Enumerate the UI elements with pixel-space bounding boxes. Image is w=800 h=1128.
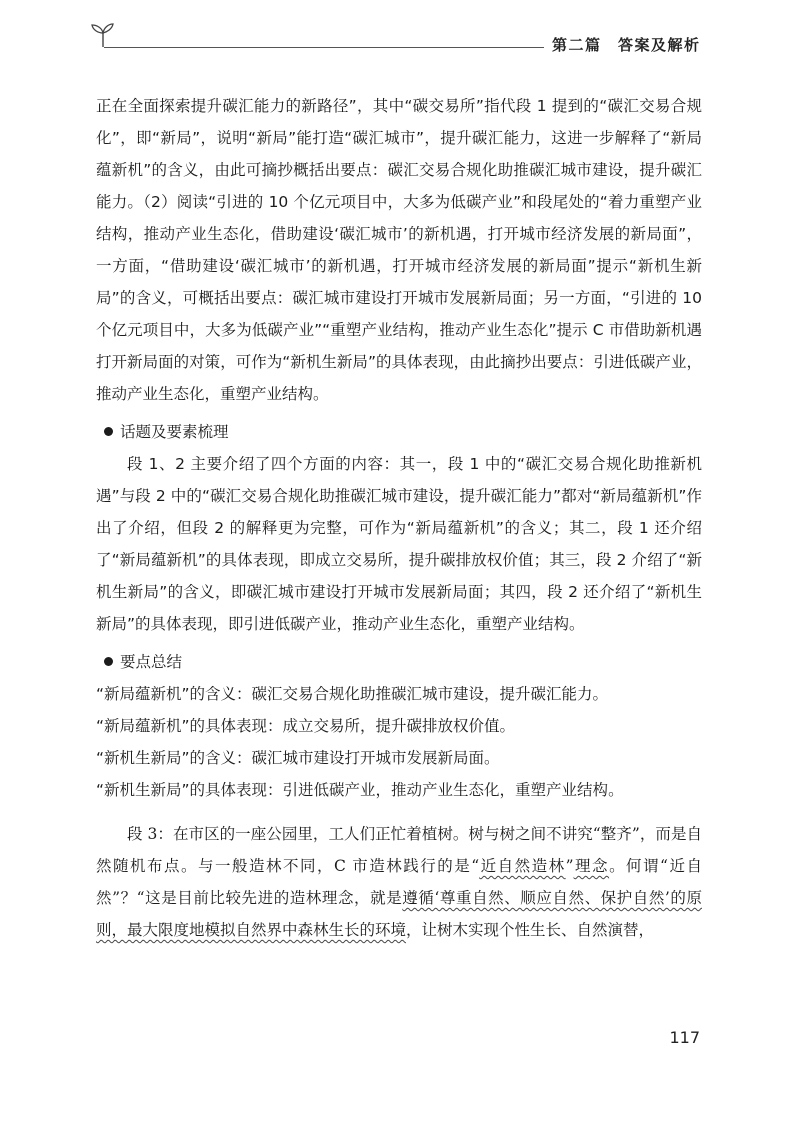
summary-line: “新机生新局”的含义：碳汇城市建设打开城市发展新局面。 xyxy=(96,749,500,767)
page-header xyxy=(0,0,800,70)
underlined-phrase: 近自然造林 xyxy=(479,857,566,875)
header-rule xyxy=(104,47,544,48)
sprout-icon xyxy=(88,20,118,50)
topic-heading xyxy=(104,416,702,448)
passage-text: ，让树木实现个性生长、自然演替， xyxy=(406,921,655,939)
section-title: 第二篇 答案及解析 xyxy=(552,36,701,54)
bullet-icon xyxy=(104,427,113,436)
passage-text: ” xyxy=(565,857,574,875)
bullet-icon xyxy=(104,657,113,666)
passage-text: 。何谓“近自然”？“这是目前比较先进的造林理念，就是 xyxy=(96,857,702,907)
summary-line: “新局蕴新机”的具体表现：成立交易所，提升碳排放权价值。 xyxy=(96,717,516,735)
topic-heading-text: 话题及要素梳理 xyxy=(120,423,229,441)
summary-heading xyxy=(104,646,702,678)
summary-line: “新机生新局”的具体表现：引进低碳产业，推动产业生态化，重塑产业结构。 xyxy=(96,781,624,799)
summary-heading-text: 要点总结 xyxy=(120,653,183,671)
underlined-phrase: 理念 xyxy=(573,857,610,875)
passage-text: 段 3：在市区的一座公园里，工人们正忙着植树。树与树之间不讲究“整齐”，而是自然随机布点。与一般造林不同，C 市造林践行的是“ xyxy=(96,825,702,875)
passage-3 xyxy=(96,818,702,946)
summary-line: “新局蕴新机”的含义：碳汇交易合规化助推碳汇城市建设，提升碳汇能力。 xyxy=(96,685,609,703)
underlined-phrase: 遵循‘尊重自然、顺应自然、保护自然’的原则，最大限度地模拟自然界中森林生长的环境 xyxy=(96,889,702,939)
page-content xyxy=(96,90,702,946)
analysis-paragraph: 正在全面探索提升碳汇能力的新路径”，其中“碳交易所”指代段 1 提到的“碳汇交易合规化”，即“新局”，说明“新局”能打造“碳汇城市”，提升碳汇能力，这进一步解释了“新局蕴新机”的含义，由此可摘抄概括出要点：碳汇交易合规化助推碳汇城市建设，提升碳汇能力。（2）阅读“引进的 10 个亿元项目中，大多为低碳产业”和段尾处的“着力重塑产业结构，推动产业生态化，借助建设‘碳汇城市’的新机遇，打开城市经济发展的新局面”，一方面，“借助建设‘碳汇城市’的新机遇，打开城市经济发展的新局面”提示“新机生新局”的含义，可概括出要点：碳汇城市建设打开城市发展新局面；另一方面，“引进的 10 个亿元项目中，大多为低碳产业”“重塑产业结构，推动产业生态化”提示 C 市借助新机遇打开新局面的对策，可作为“新机生新局”的具体表现，由此摘抄出要点：引进低碳产业，推动产业生态化，重塑产业结构。 xyxy=(96,97,702,403)
page-number: 117 xyxy=(669,1028,700,1047)
topic-paragraph: 段 1、2 主要介绍了四个方面的内容：其一，段 1 中的“碳汇交易合规化助推新机遇”与段 2 中的“碳汇交易合规化助推碳汇城市建设，提升碳汇能力”都对“新局蕴新机”作出了介绍，但段 2 的解释更为完整，可作为“新局蕴新机”的含义；其二，段 1 还介绍了“新局蕴新机”的具体表现，即成立交易所，提升碳排放权价值；其三，段 2 介绍了“新机生新局”的含义，即碳汇城市建设打开城市发展新局面；其四，段 2 还介绍了“新机生新局”的具体表现，即引进低碳产业，推动产业生态化，重塑产业结构。 xyxy=(96,455,702,633)
